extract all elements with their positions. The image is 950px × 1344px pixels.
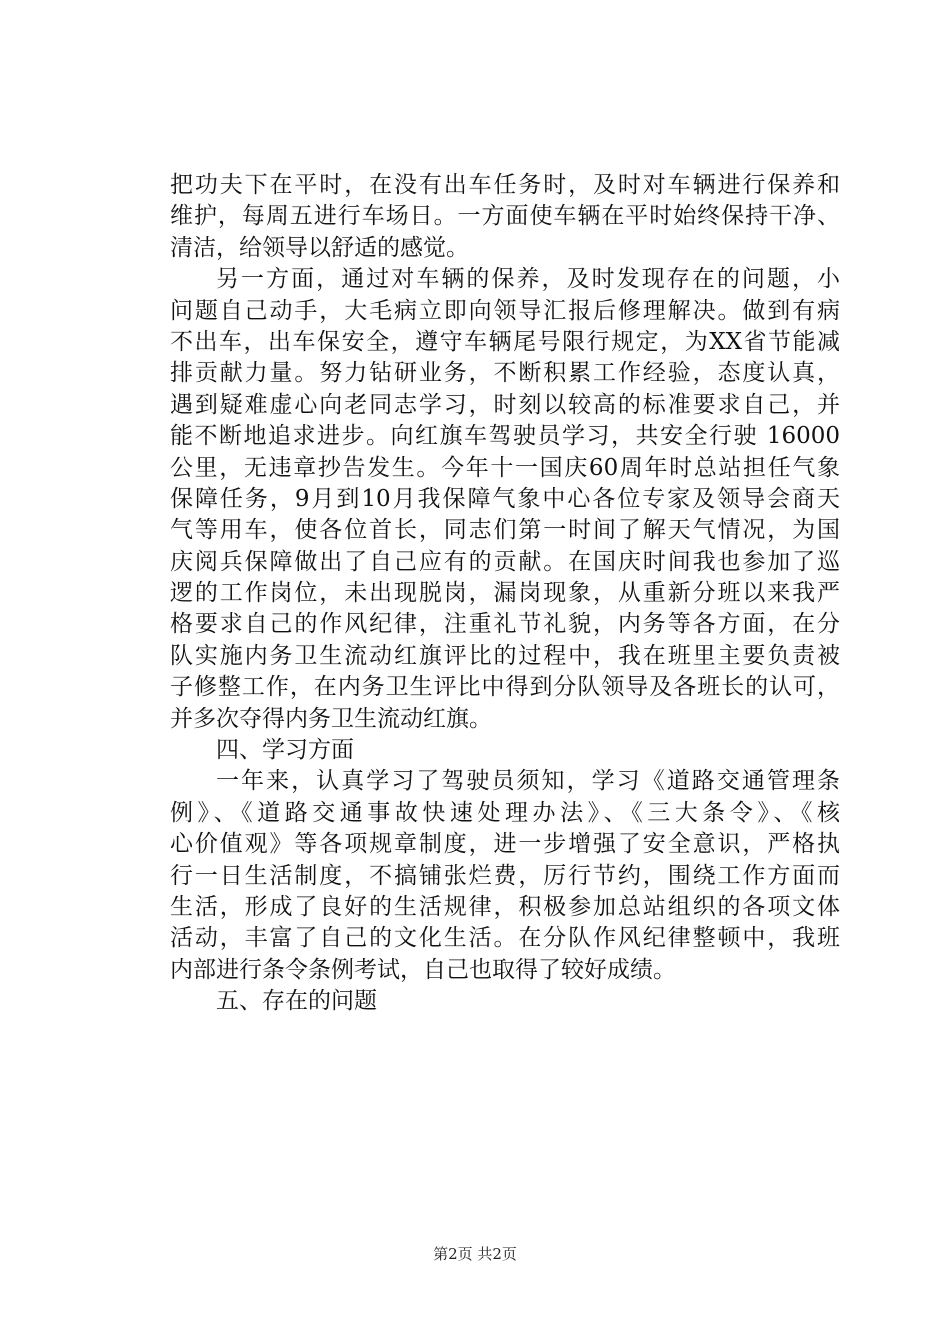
text-line: 气等用车，使各位首长，同志们第一时间了解天气情况，为国 (170, 517, 840, 544)
text-line: 问题自己动手，大毛病立即向领导汇报后修理解决。做到有病 (170, 297, 840, 324)
text-line: 逻的工作岗位，未出现脱岗，漏岗现象，从重新分班以来我严 (170, 580, 840, 607)
text-line: 保障任务，9月到10月我保障气象中心各位专家及领导会商天 (170, 485, 840, 512)
text-line: 能不断地追求进步。向红旗车驾驶员学习，共安全行驶 16000 (170, 423, 840, 450)
text-line: 队实施内务卫生流动红旗评比的过程中，我在班里主要负责被 (170, 642, 840, 669)
text-line: 维护，每周五进行车场日。一方面使车辆在平时始终保持干净、 (170, 203, 840, 230)
text-line: 把功夫下在平时，在没有出车任务时，及时对车辆进行保养和 (170, 172, 840, 198)
section-heading: 五、存在的问题 (216, 988, 377, 1015)
text-line: 清洁，给领导以舒适的感觉。 (170, 234, 469, 261)
section-heading: 四、学习方面 (216, 737, 354, 764)
text-line: 子修整工作，在内务卫生评比中得到分队领导及各班长的认可， (170, 674, 840, 701)
text-line: 不出车，出车保安全，遵守车辆尾号限行规定，为XX省节能减 (170, 328, 840, 355)
text-line: 排贡献力量。努力钻研业务，不断积累工作经验，态度认真， (170, 360, 840, 387)
page-number-footer: 第2页 共2页 (433, 1245, 517, 1263)
text-line: 活动，丰富了自己的文化生活。在分队作风纪律整顿中，我班 (170, 925, 840, 952)
text-line: 格要求自己的作风纪律，注重礼节礼貌，内务等各方面，在分 (170, 611, 840, 638)
text-line: 一年来，认真学习了驾驶员须知，学习《道路交通管理条 (216, 768, 840, 795)
text-line: 内部进行条令条例考试，自己也取得了较好成绩。 (170, 956, 676, 983)
text-line: 生活，形成了良好的生活规律，积极参加总站组织的各项文体 (170, 893, 840, 920)
text-line: 心价值观》等各项规章制度，进一步增强了安全意识，严格执 (170, 831, 840, 858)
document-body (170, 170, 840, 1018)
text-line: 例》、《道路交通事故快速处理办法》、《三大条令》、《核 (170, 799, 840, 826)
text-line: 并多次夺得内务卫生流动红旗。 (170, 705, 492, 732)
text-line: 庆阅兵保障做出了自己应有的贡献。在国庆时间我也参加了巡 (170, 548, 840, 575)
text-line: 另一方面，通过对车辆的保养，及时发现存在的问题，小 (216, 266, 840, 293)
text-line: 行一日生活制度，不搞铺张烂费，厉行节约，围绕工作方面而 (170, 862, 840, 889)
text-line: 遇到疑难虚心向老同志学习，时刻以较高的标准要求自己，并 (170, 391, 840, 418)
text-line: 公里，无违章抄告发生。今年十一国庆60周年时总站担任气象 (170, 454, 840, 481)
